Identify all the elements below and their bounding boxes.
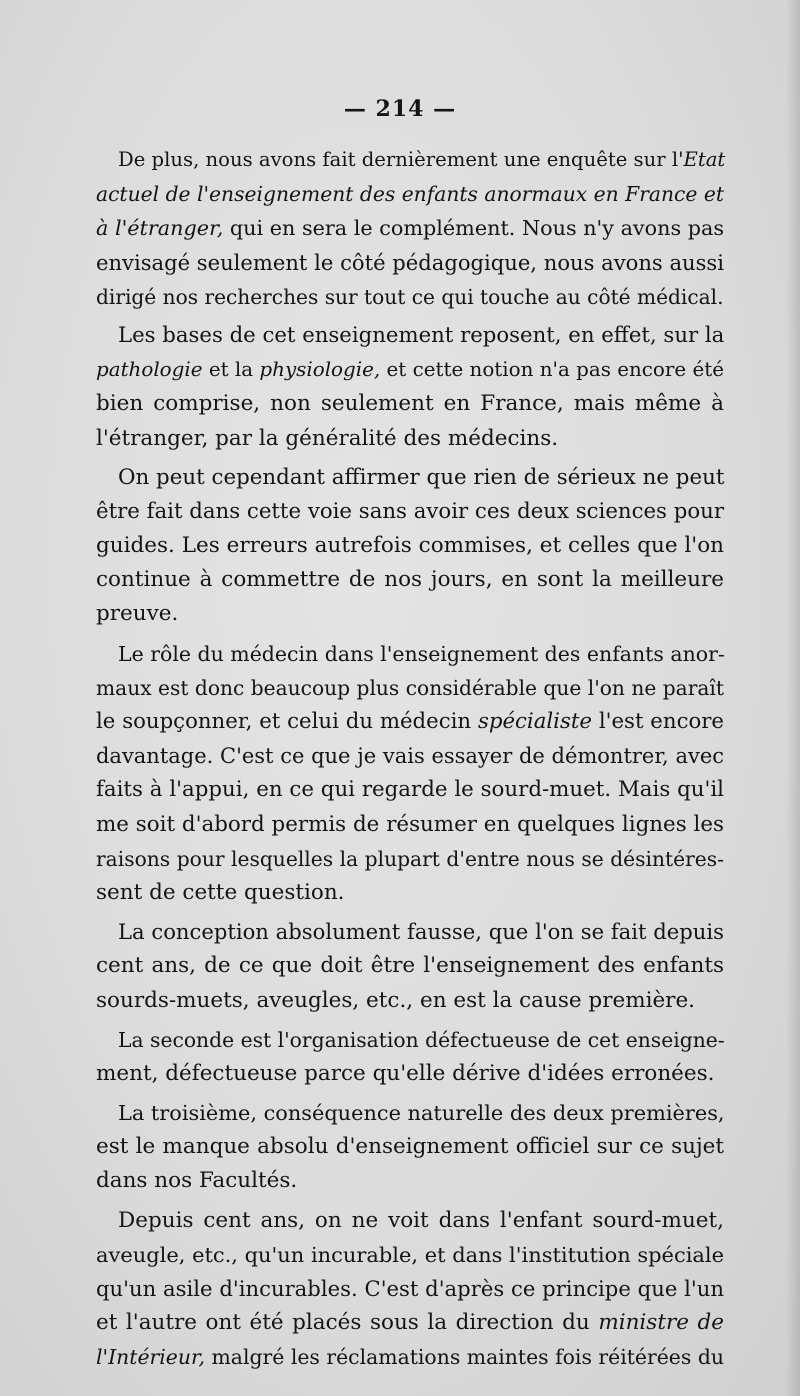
text-line: De plus, nous avons fait dernièrement une enquête sur l'Etat <box>118 148 726 171</box>
text-line: actuel de l'enseignement des enfants anormaux en France et <box>96 182 724 207</box>
page-number: — 214 — <box>343 96 457 122</box>
text-line: guides. Les erreurs autrefois commises, et celles que l'on <box>96 533 724 559</box>
text-line: pathologie et la physiologie, et cette notion n'a pas encore été <box>96 358 724 382</box>
text-line: Depuis cent ans, on ne voit dans l'enfant sourd-muet, <box>118 1207 724 1233</box>
text-line: le soupçonner, et celui du médecin spécialiste l'est encore <box>96 709 724 734</box>
text-line: La troisième, conséquence naturelle des deux premières, <box>118 1101 725 1126</box>
text-line: être fait dans cette voie sans avoir ces deux sciences pour <box>96 498 724 524</box>
text-line: La seconde est l'organisation défectueuse de cet enseigne- <box>118 1027 725 1052</box>
page-edge-shadow <box>786 0 800 1396</box>
text-line: qu'un asile d'incurables. C'est d'après ce principe que l'un <box>96 1276 724 1301</box>
text-line: et l'autre ont été placés sous la direction du ministre de <box>96 1310 725 1336</box>
text-line: On peut cependant affirmer que rien de sérieux ne peut <box>118 464 725 490</box>
text-line: dirigé nos recherches sur tout ce qui touche au côté médical. <box>96 284 724 309</box>
text-line: l'Intérieur, malgré les réclamations maintes fois réitérées du <box>96 1345 724 1370</box>
text-line: faits à l'appui, en ce qui regarde le sourd-muet. Mais qu'il <box>96 777 724 803</box>
text-line: dans nos Facultés. <box>96 1168 298 1194</box>
text-line: Les bases de cet enseignement reposent, en effet, sur la <box>118 322 725 348</box>
text-line: maux est donc beaucoup plus considérable que l'on ne paraît <box>96 675 724 700</box>
text-line: La conception absolument fausse, que l'on se fait depuis <box>118 919 724 945</box>
text-line: cent ans, de ce que doit être l'enseignement des enfants <box>96 953 724 979</box>
text-line: continue à commettre de nos jours, en sont la meilleure <box>96 567 724 593</box>
text-line: envisagé seulement le côté pédagogique, nous avons aussi <box>96 249 724 275</box>
body-text <box>96 143 724 1375</box>
text-line: raisons pour lesquelles la plupart d'entre nous se désintéres- <box>96 846 724 871</box>
text-line: à l'étranger, qui en sera le complément. Nous n'y avons pas <box>96 216 724 241</box>
text-line: sourds-muets, aveugles, etc., en est la cause première. <box>96 987 696 1013</box>
text-line: Le rôle du médecin dans l'enseignement des enfants anor- <box>118 641 725 666</box>
text-line: davantage. C'est ce que je vais essayer de démontrer, avec <box>96 744 724 769</box>
text-line: preuve. <box>96 601 179 627</box>
text-line: sent de cette question. <box>96 879 345 905</box>
text-line: ment, défectueuse parce qu'elle dérive d'idées erronées. <box>96 1060 715 1086</box>
text-line: est le manque absolu d'enseignement officiel sur ce sujet <box>96 1134 724 1160</box>
text-line: aveugle, etc., qu'un incurable, et dans l'institution spéciale <box>96 1242 724 1267</box>
text-line: l'étranger, par la généralité des médecins. <box>96 425 559 451</box>
text-line: me soit d'abord permis de résumer en quelques lignes les <box>96 811 724 837</box>
text-line: bien comprise, non seulement en France, mais même à <box>96 391 724 417</box>
